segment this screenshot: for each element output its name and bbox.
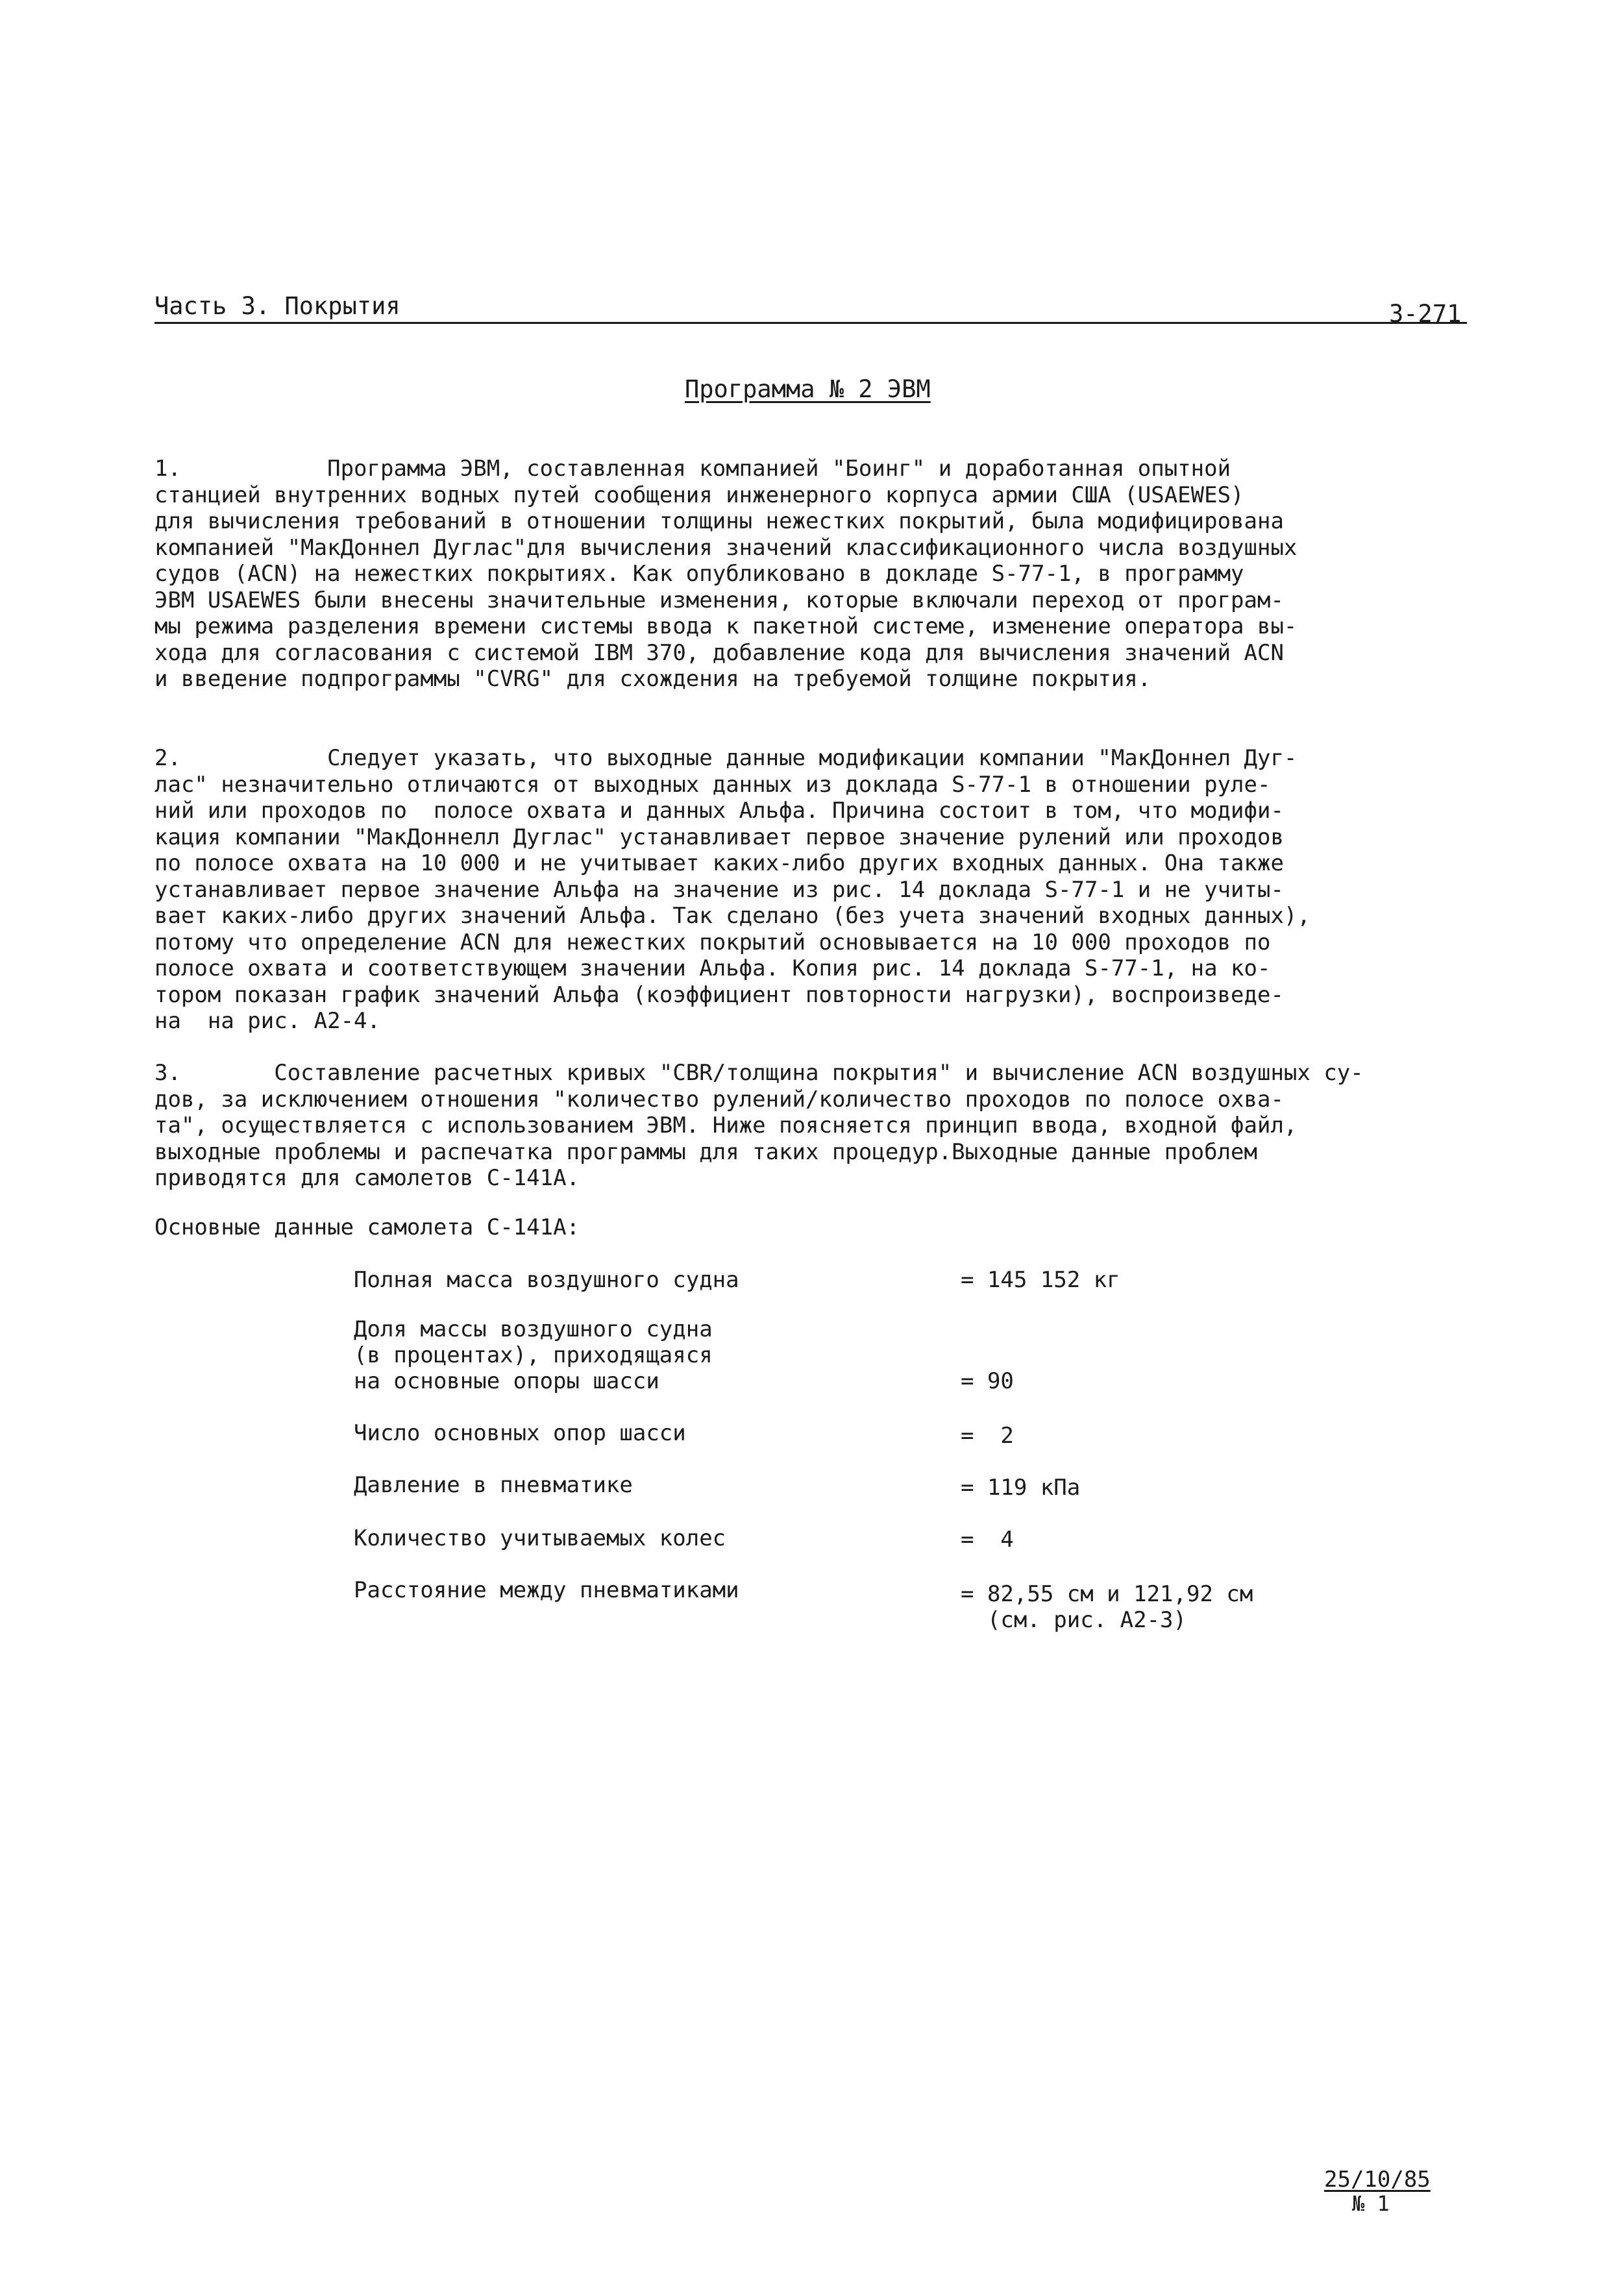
paragraph-2: 2. Следует указать, что выходные данные модификации компании "МакДоннел Дуг- лас" незначительно отличаются от выходных данных из доклада S-77-1 в отношении руле- ний или проходов по полосе охвата и данных Альфа. Причина состоит в том, что модифи- кация компании "МакДоннелл Дуглас" устанавливает первое значение рулений или проходов по полосе охвата на 10 000 и не учитывает каких-либо других входных данных. Она также устанавливает первое значение Альфа на значение из рис. 14 доклада S-77-1 и не учиты- вает каких-либо других значений Альфа. Так сделано (без учета значений входных данных), потому что определение ACN для нежестких покрытий основывается на 10 000 проходов по полосе охвата и соответствующем значении Альфа. Копия рис. 14 доклада S-77-1, на ко- тором показан график значений Альфа (коэффициент повторности нагрузки), воспроизведе- на на рис. А2-4. [154,745,1310,1034]
footer-date: 25/10/85 [1324,2167,1431,2193]
spec-value-gross-mass: = 145 152 кг [961,1267,1120,1293]
spec-value-wheel-count: = 4 [961,1527,1014,1553]
spec-label-tire-spacing: Расстояние между пневматиками [354,1577,739,1603]
spec-value-main-gear-share: = 90 [961,1368,1014,1394]
footer-amendment-number: № 1 [1352,2191,1390,2216]
spec-value-tire-spacing: = 82,55 см и 121,92 см (см. рис. А2-3) [961,1581,1253,1633]
page-number: 3-271 [1389,300,1462,328]
spec-label-tire-pressure: Давление в пневматике [354,1472,633,1498]
header-divider [154,322,1467,324]
spec-label-main-gear-share: Доля массы воздушного судна (в процентах), приходящаяся на основные опоры шасси [354,1316,713,1394]
section-header: Часть 3. Покрытия [154,292,400,320]
spec-label-wheel-count: Количество учитываемых колес [354,1525,726,1551]
spec-value-tire-pressure: = 119 кПа [961,1475,1081,1501]
aircraft-data-title: Основные данные самолета С-141А: [154,1214,580,1240]
spec-label-main-gear-count: Число основных опор шасси [354,1420,686,1446]
paragraph-3: 3. Составление расчетных кривых "CBR/толщина покрытия" и вычисление ACN воздушных су- дов, за исключением отношения "количество рулений/количество проходов по полосе охва- та", осуществляется с использованием ЭВМ. Ниже поясняется принцип ввода, входной файл, выходные проблемы и распечатка программы для таких процедур.Выходные данные проблем приводятся для самолетов С-141А. [154,1060,1364,1191]
spec-label-gross-mass: Полная масса воздушного судна [354,1267,739,1293]
paragraph-1: 1. Программа ЭВМ, составленная компанией "Боинг" и доработанная опытной станцией внутренних водных путей сообщения инженерного корпуса армии США (USAEWES) для вычисления требований в отношении толщины нежестких покрытий, была модифицирована компанией "МакДоннел Дуглас"для вычисления значений классификационного числа воздушных судов (ACN) на нежестких покрытиях. Как опубликовано в докладе S-77-1, в программу ЭВМ USAEWES были внесены значительные изменения, которые включали переход от програм- мы режима разделения времени системы ввода к пакетной системе, изменение оператора вы- хода для согласования с системой IBM 370, добавление кода для вычисления значений ACN и введение подпрограммы "CVRG" для схождения на требуемой толщине покрытия. [154,456,1298,692]
spec-value-main-gear-count: = 2 [961,1423,1014,1449]
page-title: Программа № 2 ЭВМ [685,375,931,403]
